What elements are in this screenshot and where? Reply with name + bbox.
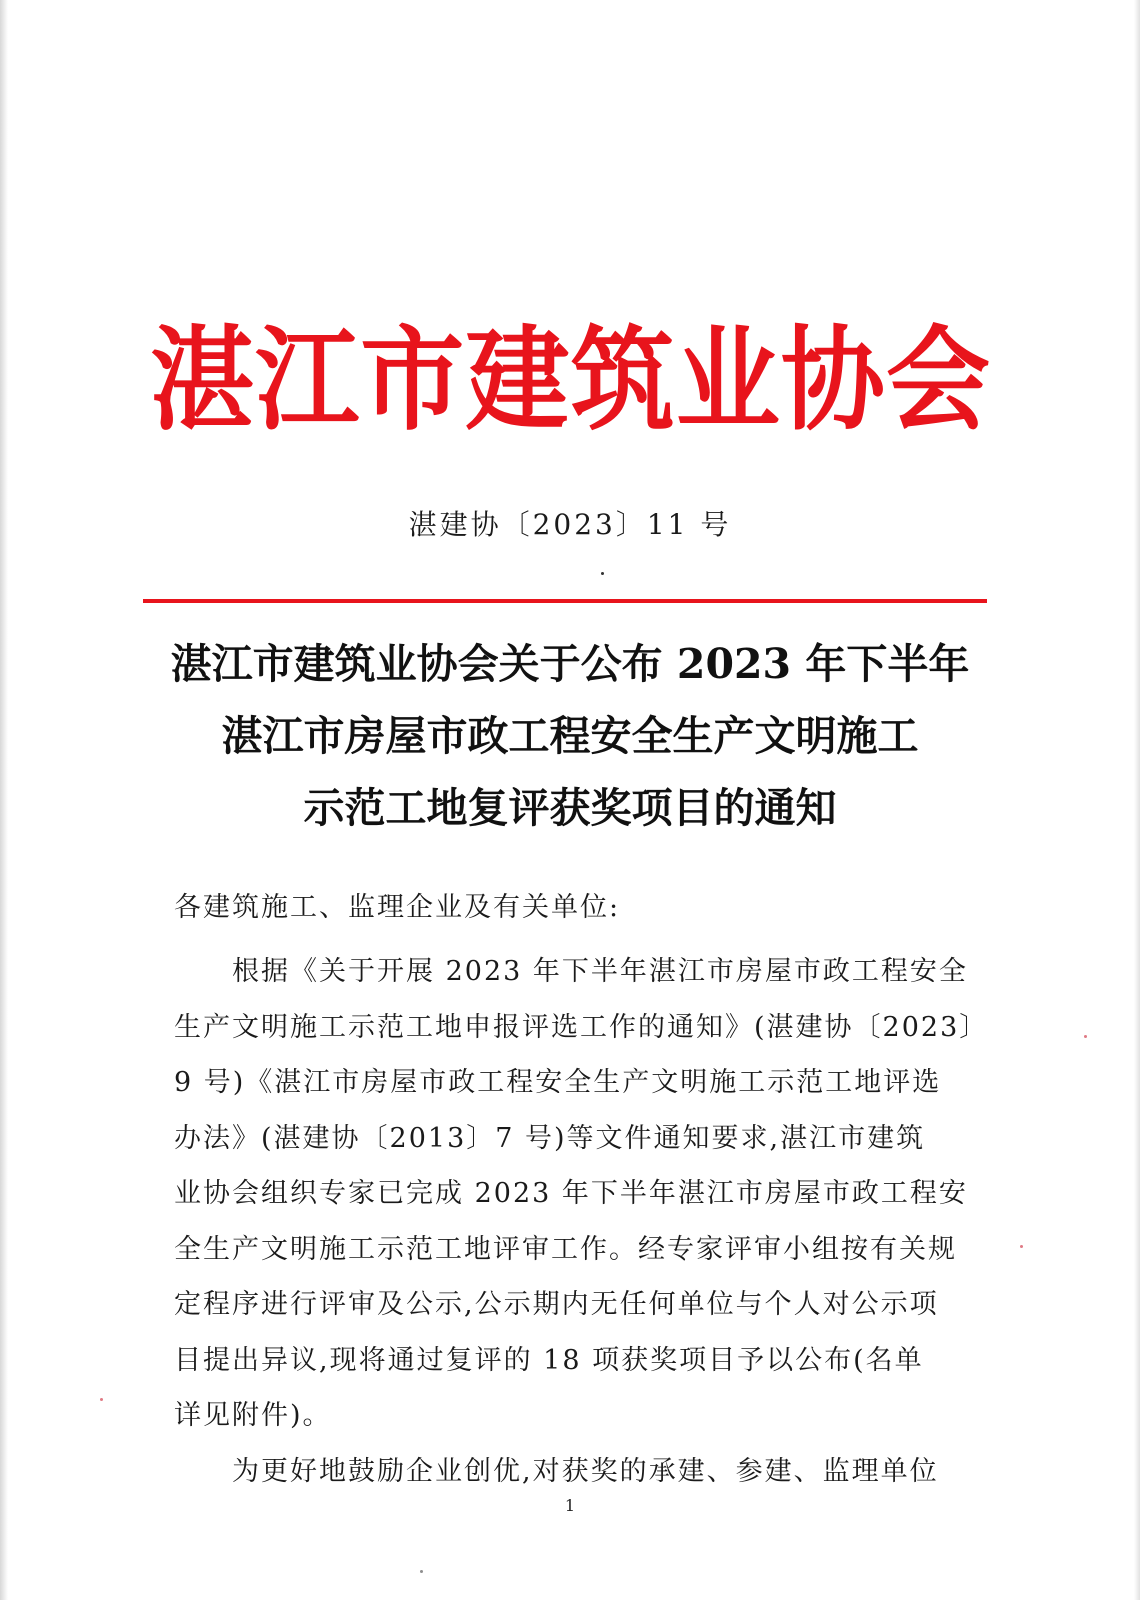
title-line: 示范工地复评获奖项目的通知	[303, 784, 837, 832]
header-char: 建	[465, 313, 570, 446]
body-line: 目提出异议,现将通过复评的 18 项获奖项目予以公布(名单	[174, 1344, 924, 1376]
body-line: 办法》(湛建协〔2013〕7 号)等文件通知要求,湛江市建筑	[174, 1122, 926, 1154]
body-line: 根据《关于开展 2023 年下半年湛江市房屋市政工程安全	[232, 956, 968, 987]
header-char: 湛	[150, 313, 255, 446]
salutation: 各建筑施工、监理企业及有关单位:	[174, 892, 621, 923]
header-char: 市	[360, 313, 465, 446]
body-line: 全生产文明施工示范工地评审工作。经专家评审小组按有关规	[174, 1233, 957, 1265]
body-line: 为更好地鼓励企业创优,对获奖的承建、参建、监理单位	[232, 1455, 939, 1487]
scan-speck	[1084, 1035, 1087, 1038]
header-char: 江	[255, 313, 360, 446]
body-line: 业协会组织专家已完成 2023 年下半年湛江市房屋市政工程安	[174, 1178, 968, 1209]
header-char: 筑	[570, 313, 675, 446]
header-char: 会	[885, 313, 990, 446]
header-char: 业	[675, 313, 780, 446]
document-number: 湛建协〔2023〕11 号	[408, 508, 732, 541]
title-line: 湛江市房屋市政工程安全生产文明施工	[221, 712, 919, 760]
red-divider-line	[143, 599, 987, 603]
body-paragraphs	[174, 944, 989, 1499]
scan-speck	[100, 1398, 103, 1401]
title-line: 湛江市建筑业协会关于公布 2023 年下半年	[170, 640, 970, 688]
body-line: 详见附件)。	[174, 1400, 332, 1431]
page-number: 1	[564, 1496, 576, 1515]
body-line: 生产文明施工示范工地申报评选工作的通知》(湛建协〔2023〕	[174, 1011, 989, 1043]
dot-mark	[601, 572, 604, 575]
scan-speck	[420, 1570, 423, 1573]
body-line: 定程序进行评审及公示,公示期内无任何单位与个人对公示项	[174, 1289, 939, 1320]
organization-header	[150, 315, 990, 445]
body-line: 9 号)《湛江市房屋市政工程安全生产文明施工示范工地评选	[174, 1067, 942, 1098]
scan-speck	[1020, 1245, 1023, 1248]
header-char: 协	[780, 313, 885, 446]
document-title	[0, 628, 1140, 844]
